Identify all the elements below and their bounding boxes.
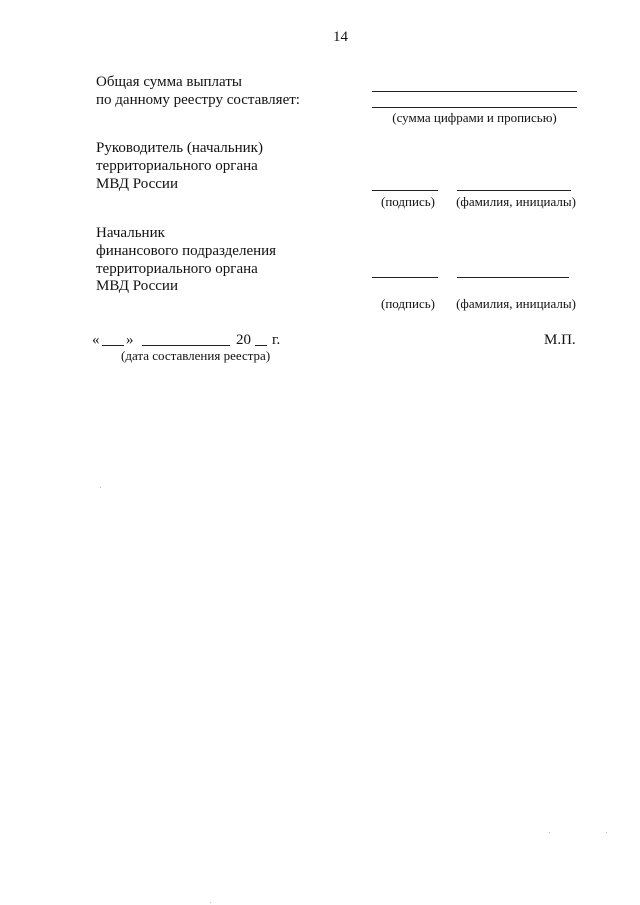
total-amount-label-line2: по данному реестру составляет: bbox=[96, 92, 300, 108]
finance-title-line2: финансового подразделения bbox=[96, 243, 277, 259]
total-amount-line-2 bbox=[372, 107, 577, 108]
stamp-place-label: М.П. bbox=[544, 332, 576, 348]
date-open-quote: « bbox=[92, 332, 100, 348]
head-name-line bbox=[457, 190, 571, 191]
head-name-caption: (фамилия, инициалы) bbox=[456, 194, 576, 209]
head-signature-line bbox=[372, 190, 438, 191]
finance-title-line1: Начальник bbox=[96, 225, 165, 241]
page-number: 14 bbox=[333, 29, 348, 45]
finance-signature-caption: (подпись) bbox=[381, 296, 435, 311]
head-title-line3: МВД России bbox=[96, 176, 178, 192]
scan-speck bbox=[100, 487, 101, 488]
date-day-line bbox=[102, 345, 124, 346]
scan-speck bbox=[606, 832, 607, 833]
date-caption: (дата составления реестра) bbox=[121, 348, 271, 363]
total-amount-label-line1: Общая сумма выплаты bbox=[96, 74, 242, 90]
finance-name-caption: (фамилия, инициалы) bbox=[456, 296, 576, 311]
total-amount-line-1 bbox=[372, 91, 577, 92]
finance-title-line3: территориального органа bbox=[96, 261, 258, 277]
scan-speck bbox=[549, 832, 550, 833]
head-title-line1: Руководитель (начальник) bbox=[96, 140, 263, 156]
head-signature-caption: (подпись) bbox=[381, 194, 435, 209]
date-year-suffix: г. bbox=[272, 332, 281, 348]
date-month-line bbox=[142, 345, 230, 346]
date-year-prefix: 20 bbox=[236, 332, 251, 348]
date-close-quote: » bbox=[126, 332, 134, 348]
finance-signature-line bbox=[372, 277, 438, 278]
total-amount-caption: (сумма цифрами и прописью) bbox=[392, 110, 557, 125]
head-title-line2: территориального органа bbox=[96, 158, 258, 174]
finance-name-line bbox=[457, 277, 569, 278]
date-year-line bbox=[255, 345, 267, 346]
finance-title-line4: МВД России bbox=[96, 278, 178, 294]
scan-speck bbox=[210, 902, 211, 903]
